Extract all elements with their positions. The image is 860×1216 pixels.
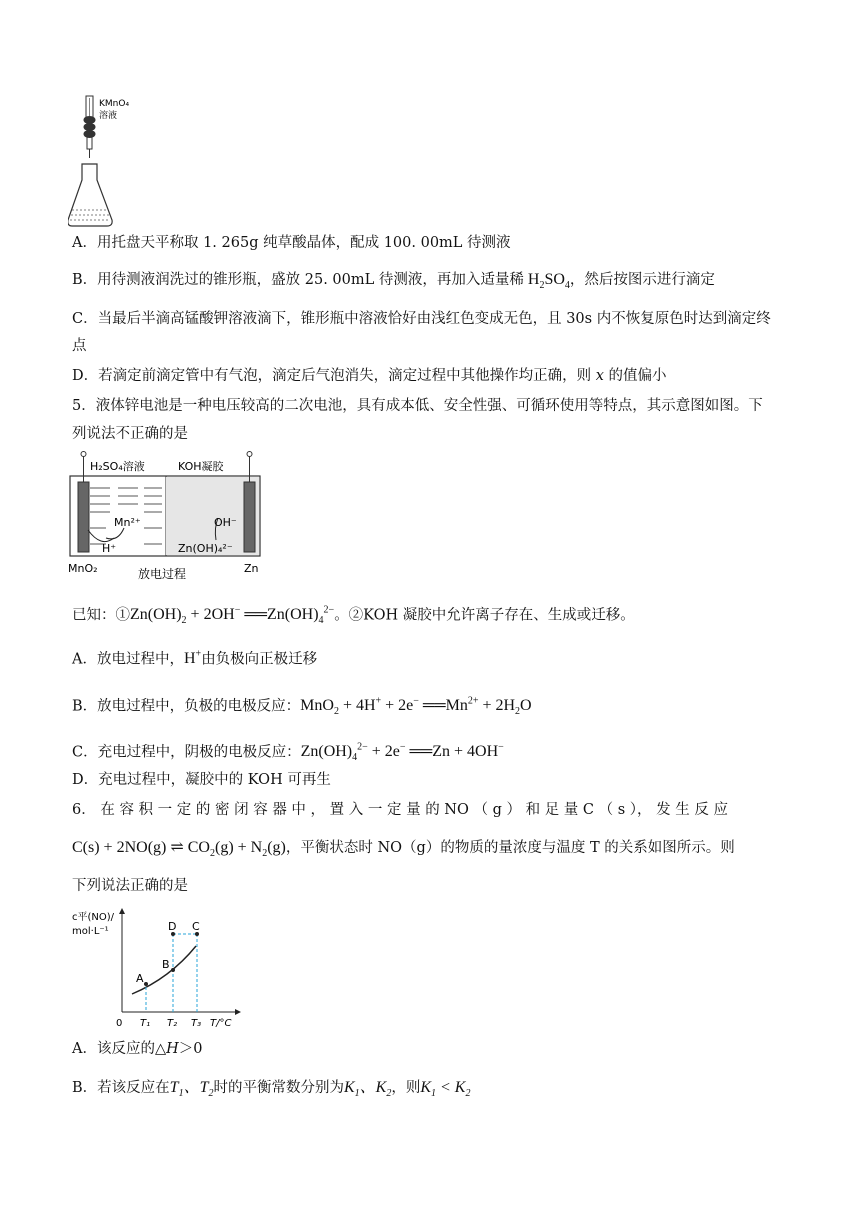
zinc-battery-figure — [66, 448, 276, 584]
point-b-label: B — [162, 958, 170, 971]
zn-label: Zn — [244, 562, 259, 575]
point-c-label: C — [192, 920, 200, 933]
concentration-temperature-graph — [70, 906, 250, 1030]
q6-option-b: B．若该反应在$T_1$、$T_2$时的平衡常数分别为$K_1$、$K_2$，则$K_1 < K_2$ — [72, 1079, 471, 1100]
q4-option-a: A．用托盘天平称取 1. 265g 纯草酸晶体，配成 100. 00mL 待测液 — [72, 235, 511, 251]
t3-label: T₃ — [191, 1018, 202, 1029]
discharge-caption: 放电过程 — [138, 567, 187, 581]
t2-label: T₂ — [167, 1018, 178, 1029]
q5-option-c: C．充电过程中，阴极的电极反应：$Zn(OH)_4^{2-} + 2e^-$ ══Zn + 4OH− — [72, 742, 504, 764]
origin-label: 0 — [116, 1018, 123, 1029]
formula-zn-hydroxide: $Zn(OH)_2 + 2OH^-$ $══Zn(OH)_4^{2-}$ — [130, 605, 335, 627]
formula-k1-k2: $K_1$、$K_2$ — [343, 1079, 392, 1100]
q6-option-a: A．该反应的△H＞0 — [72, 1041, 203, 1057]
q5-known: 已知：$①Zn(OH)_2 + 2OH^-$ $══Zn(OH)_4^{2-}$。②KOH 凝胶中允许离子存在、生成或迁移。 — [72, 605, 635, 627]
formula-discharge-reaction: MnO$_2$ + 4H+ + 2e− $══Mn^{2+} + 2H_2O$ — [300, 696, 532, 718]
q4-option-d: D．若滴定前滴定管中有气泡，滴定后气泡消失，滴定过程中其他操作均正确，则 x 的值偏小 — [72, 368, 667, 384]
oh-ion-label: OH⁻ — [214, 516, 237, 529]
q5-option-b: B．放电过程中，负极的电极反应：MnO$_2$ + 4H+ + 2e− $══Mn^{2+} + 2H_2O$ — [72, 696, 532, 718]
t1-label: T₁ — [140, 1018, 151, 1029]
q4-option-c-line2: 点 — [72, 338, 87, 354]
q6-stem-line2: C(s) + 2NO(g) ⇌ $CO_2(g) + N_2(g)$，平衡状态时 NO（g）的物质的量浓度与温度 T 的关系如图所示。则 — [72, 839, 735, 860]
solution-label: 溶液 — [99, 111, 118, 121]
q4-option-b: B．用待测液润洗过的锥形瓶，盛放 25. 00mL 待测液，再加入适量稀 $H_2SO_4$，然后按图示进行滴定 — [72, 271, 715, 292]
point-d-label: D — [168, 920, 177, 933]
formula-equilibrium: C(s) + 2NO(g) ⇌ $CO_2(g) + N_2(g)$ — [72, 839, 286, 860]
point-a-label: A — [136, 972, 144, 985]
h2so4-label: H₂SO₄溶液 — [90, 460, 145, 473]
y-axis-label-2: mol·L⁻¹ — [72, 926, 109, 937]
formula-k-compare: $K_1 < K_2$ — [420, 1079, 471, 1100]
y-axis-label-1: c平(NO)/ — [72, 912, 115, 923]
znoh-label: Zn(OH)₄²⁻ — [178, 542, 233, 555]
formula-t1-t2: $T_1$、$T_2$ — [169, 1079, 214, 1100]
x-axis-label: T/°C — [210, 1018, 232, 1029]
formula-h-ion: H+ — [183, 649, 202, 668]
q5-option-a: A．放电过程中，H+由负极向正极迁移 — [72, 649, 318, 668]
mn-ion-label: Mn²⁺ — [114, 516, 141, 529]
titration-figure — [68, 92, 158, 232]
h-ion-label: H⁺ — [102, 542, 117, 555]
q5-stem-line2: 列说法不正确的是 — [72, 426, 188, 442]
q4-option-c-line1: C．当最后半滴高锰酸钾溶液滴下，锥形瓶中溶液恰好由浅红色变成无色，且 30s 内不恢复原色时达到滴定终 — [72, 311, 771, 327]
mno2-label: MnO₂ — [68, 562, 98, 575]
q6-stem-line1: 6． 在 容 积 一 定 的 密 闭 容 器 中 ， 置 入 一 定 量 的 NO （ g ） 和 足 量 C （ s ）， 发 生 反 应 — [72, 802, 728, 818]
q5-option-d: D．充电过程中，凝胶中的 KOH 可再生 — [72, 772, 331, 788]
q5-stem-line1: 5．液体锌电池是一种电压较高的二次电池，具有成本低、安全性强、可循环使用等特点，其示意图如图。下 — [72, 398, 763, 414]
formula-charge-reaction: $Zn(OH)_4^{2-} + 2e^-$ ══Zn + 4OH− — [300, 742, 504, 764]
formula-h2so4: $H_2SO_4$ — [523, 271, 570, 292]
reagent-label: KMnO₄ — [99, 99, 130, 109]
q6-stem-line3: 下列说法正确的是 — [72, 878, 188, 894]
koh-label: KOH凝胶 — [178, 460, 224, 473]
